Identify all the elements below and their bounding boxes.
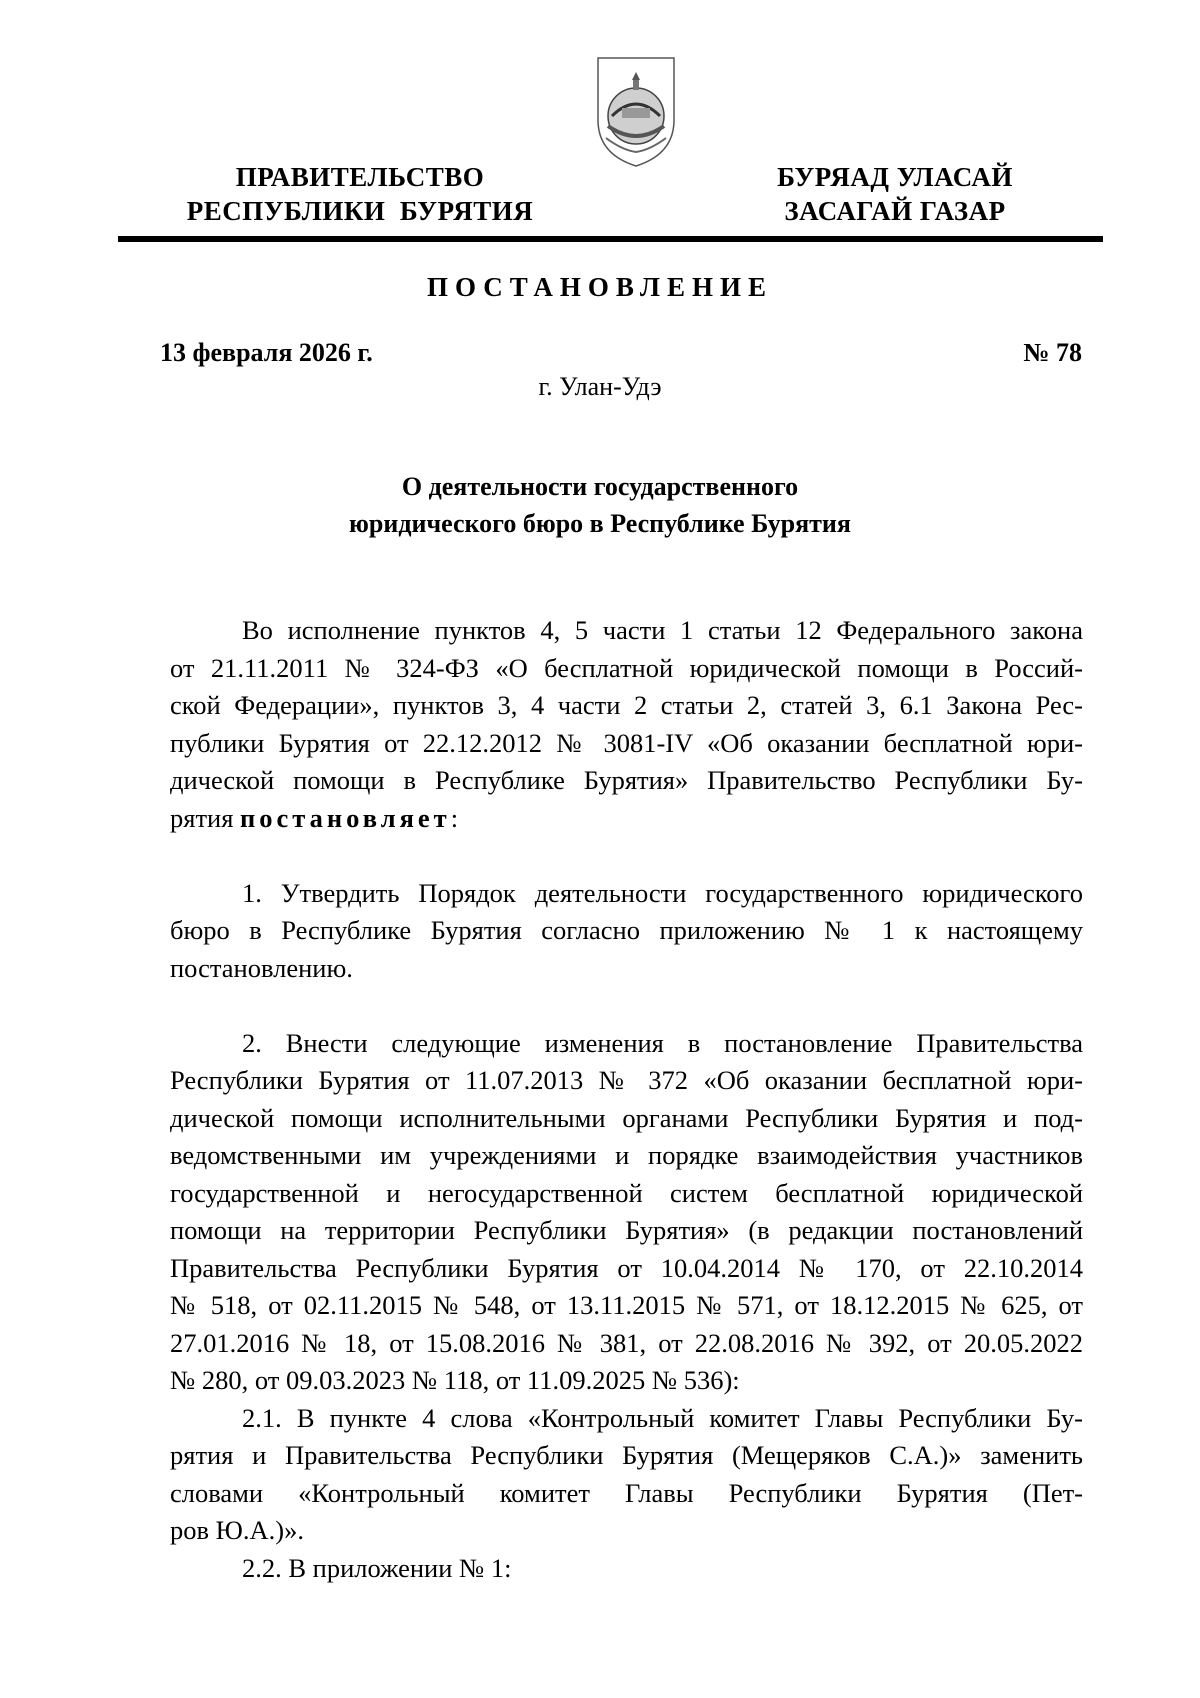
header-right-line: БУРЯАД УЛАСАЙ [777,162,1013,192]
preamble-last-prefix: рятия [170,802,241,833]
preamble-last-line [170,800,1083,838]
item2-line: 2. Внести следующие изменения в постановление Правительства [242,1027,1083,1058]
preamble-line: Во исполнение пунктов 4, 5 части 1 статьи 12 Федерального закона [242,615,1083,645]
document-date: 13 февраля 2026 г. [160,338,373,367]
item2-line: № 280, от 09.03.2023 № 118, от 11.09.2025 № 536): [170,1365,740,1395]
document-body [170,612,1083,1587]
item2-line: 27.01.2016 № 18, от 15.08.2016 № 381, от 22.08.2016 № 392, от 20.05.2022 [170,1327,1083,1358]
header-right-title [730,160,1060,228]
preamble-line: от 21.11.2011 № 324-ФЗ «О бесплатной юридической помощи в Россий- [170,652,1083,683]
preamble-line: ской Федерации», пунктов 3, 4 части 2 статьи 2, статей 3, 6.1 Закона Рес- [170,690,1083,720]
document-number: № 78 [1023,338,1082,367]
document-title [0,468,1200,542]
coat-of-arms-icon [592,50,680,170]
title-line: юридического бюро в Республике Бурятия [349,509,851,538]
item1-line: бюро в Республике Бурятия согласно приложению № 1 к настоящему [170,915,1083,945]
item2-1-line: ров Ю.А.)». [170,1515,304,1545]
title-line: О деятельности государственного [401,472,799,501]
item1-line: постановлению. [170,952,353,983]
header-left-line: РЕСПУБЛИКИ БУРЯТИЯ [186,196,534,226]
item2-1-line: 2.1. В пункте 4 слова «Контрольный комитет Главы Республики Бу- [242,1402,1083,1433]
item1-line: 1. Утвердить Порядок деятельности государственного юридического [242,877,1083,908]
item2-line: Правительства Республики Бурятия от 10.04.2014 № 170, от 22.10.2014 [170,1252,1083,1283]
item2-line: дической помощи исполнительными органами Республики Бурятия и под- [170,1102,1083,1133]
header-right-line: ЗАСАГАЙ ГАЗАР [784,196,1006,226]
header-divider [118,236,1103,242]
document-type: ПОСТАНОВЛЕНИЕ [426,272,774,302]
item2-1-line: словами «Контрольный комитет Главы Республики Бурятия (Пет- [170,1477,1083,1508]
item2-line: Республики Бурятия от 11.07.2013 № 372 «Об оказании бесплатной юри- [170,1065,1083,1095]
header-left-line: ПРАВИТЕЛЬСТВО [235,162,485,192]
item2-line: ведомственными им учреждениями и порядке взаимодействия участников [170,1140,1083,1170]
item2-2-line: 2.2. В приложении № 1: [242,1552,512,1583]
item2-line: помощи на территории Республики Бурятия» (в редакции постановлений [170,1215,1083,1245]
preamble-line: дической помощи в Республике Бурятия» Правительство Республики Бу- [170,765,1083,795]
preamble-line: публики Бурятия от 22.12.2012 № 3081-IV «Об оказании бесплатной юри- [170,727,1083,758]
resolution-keyword: постановляет [240,802,451,833]
document-city: г. Улан-Удэ [538,372,662,401]
item2-line: № 518, от 02.11.2015 № 548, от 13.11.2015 № 571, от 18.12.2015 № 625, от [170,1290,1083,1320]
header-left-title [160,160,560,228]
item2-1-line: рятия и Правительства Республики Бурятия (Мещеряков С.А.)» заменить [170,1440,1083,1470]
item2-line: государственной и негосударственной систем бесплатной юридической [170,1177,1083,1208]
preamble-last-suffix: : [450,802,459,833]
